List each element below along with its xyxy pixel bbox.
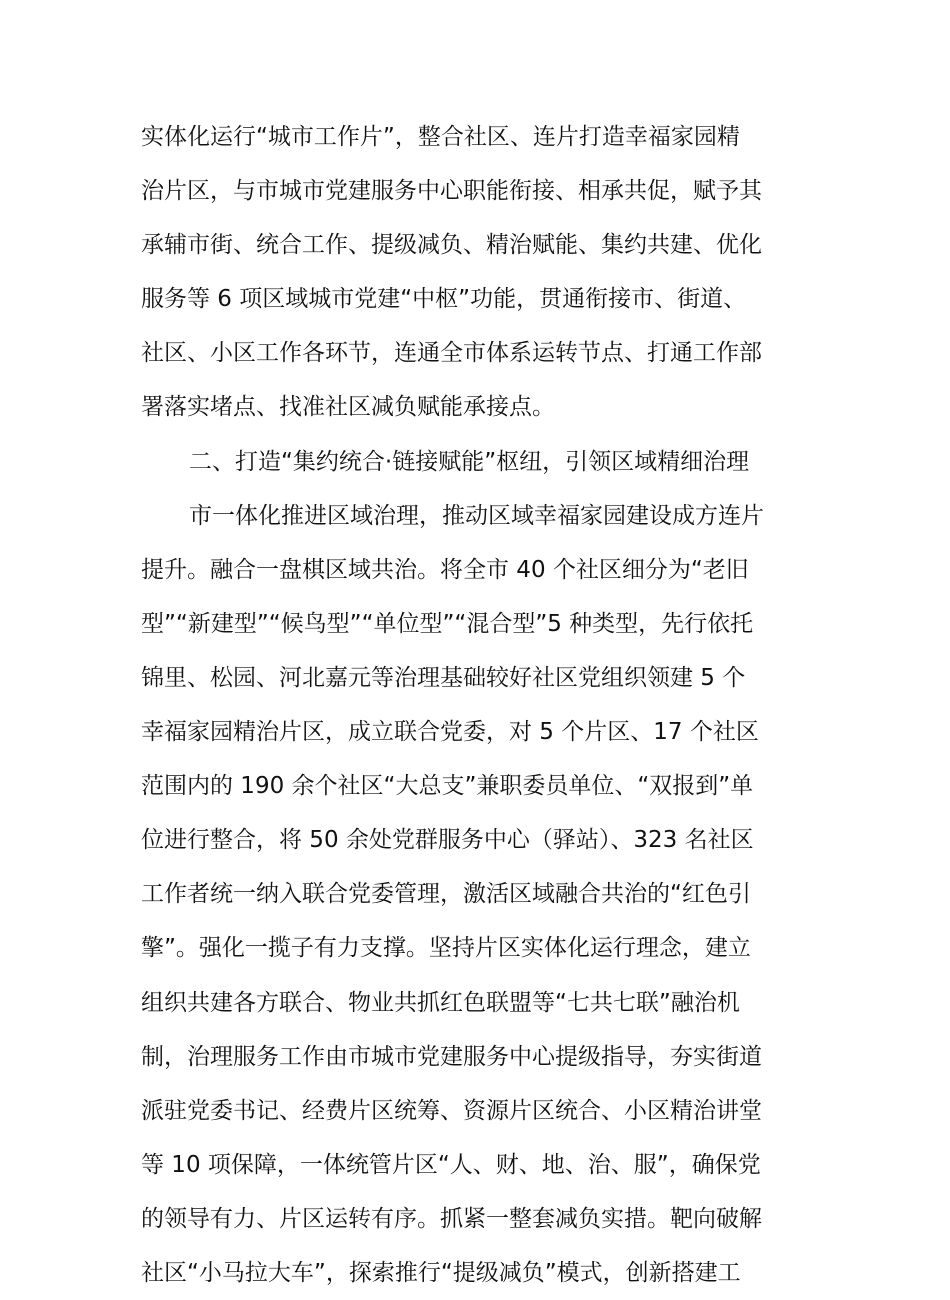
text-line: 治片区，与市城市党建服务中心职能衔接、相承共促，赋予其 [141,178,762,205]
paragraph-1 [141,110,821,435]
text-line: 位进行整合，将 50 余处党群服务中心（驿站）、323 名社区 [141,827,754,854]
text-line: 组织共建各方联合、物业共抓红色联盟等“七共七联”融治机 [141,989,740,1016]
text-line: 署落实堵点、找准社区减负赋能承接点。 [141,394,555,421]
text-line: 派驻党委书记、经费片区统筹、资源片区统合、小区精治讲堂 [141,1097,762,1124]
text-line: 幸福家园精治片区，成立联合党委，对 5 个片区、17 个社区 [141,719,759,746]
text-line: 承辅市街、统合工作、提级减负、精治赋能、集约共建、优化 [141,232,762,259]
text-line: 锦里、松园、河北嘉元等治理基础较好社区党组织领建 5 个 [141,664,746,691]
section-heading: 二、打造“集约统合·链接赋能”枢纽，引领区域精细治理 [189,448,750,475]
text-line: 范围内的 190 余个社区“大总支”兼职委员单位、“双报到”单 [141,773,754,800]
text-line: 服务等 6 项区域城市党建“中枢”功能，贯通衔接市、街道、 [141,286,747,313]
text-line: 提升。融合一盘棋区域共治。将全市 40 个社区细分为“老旧 [141,556,749,583]
body-text [141,110,821,1300]
text-line: 市一体化推进区域治理，推动区域幸福家园建设成方连片 [189,502,764,529]
paragraph-2 [141,489,821,1300]
text-line: 工作者统一纳入联合党委管理，激活区域融合共治的“红色引 [141,881,751,908]
text-line: 的领导有力、片区运转有序。抓紧一整套减负实措。靶向破解 [141,1205,762,1232]
text-line: 擎”。强化一揽子有力支撑。坚持片区实体化运行理念，建立 [141,935,751,962]
text-line: 型”“新建型”“候鸟型”“单位型”“混合型”5 种类型，先行依托 [141,610,754,637]
text-line: 社区、小区工作各环节，连通全市体系运转节点、打通工作部 [141,340,762,367]
text-line: 社区“小马拉大车”，探索推行“提级减负”模式，创新搭建工 [141,1259,741,1286]
text-line: 等 10 项保障，一体统管片区“人、财、地、治、服”，确保党 [141,1151,761,1178]
text-line: 实体化运行“城市工作片”，整合社区、连片打造幸福家园精 [141,124,740,150]
text-line: 制，治理服务工作由市城市党建服务中心提级指导，夯实街道 [141,1043,762,1070]
